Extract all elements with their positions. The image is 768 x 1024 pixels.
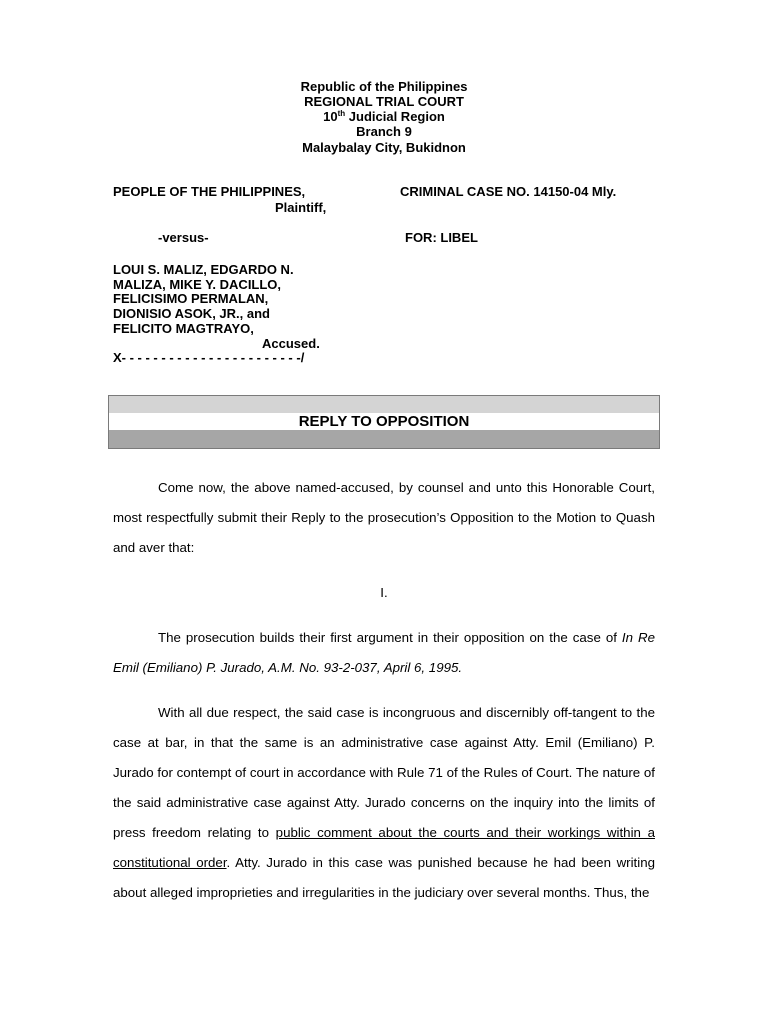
region-ordinal-suffix: th — [337, 109, 346, 118]
accused-line: MALIZA, MIKE Y. DACILLO, — [113, 277, 282, 292]
court-republic: Republic of the Philippines — [300, 79, 468, 94]
case-number: CRIMINAL CASE NO. 14150-04 Mly. — [400, 184, 617, 199]
court-location: Malaybalay City, Bukidnon — [302, 140, 466, 155]
court-name: REGIONAL TRIAL COURT — [304, 94, 464, 109]
court-branch: Branch 9 — [356, 124, 412, 139]
plaintiff-role: Plaintiff, — [275, 200, 327, 215]
title-box — [108, 395, 660, 449]
paragraph-rebuttal — [113, 698, 655, 908]
accused-role: Accused. — [262, 336, 320, 351]
plaintiff-name: PEOPLE OF THE PHILIPPINES, — [113, 184, 306, 199]
accused-line: FELICISIMO PERMALAN, — [113, 291, 269, 306]
paragraph-intro: Come now, the above named-accused, by counsel and unto this Honorable Court, most respectfully submit their Reply to the prosecution’s Opposition to the Motion to Quash and aver that: — [113, 480, 655, 555]
title-band-top — [109, 396, 659, 413]
versus-label: -versus- — [158, 230, 209, 245]
accused-line: LOUI S. MALIZ, EDGARDO N. — [113, 262, 294, 277]
document-title: REPLY TO OPPOSITION — [109, 413, 659, 430]
paragraph-text: The prosecution builds their first argument in their opposition on the case of — [158, 630, 622, 645]
title-band-bottom — [109, 430, 659, 448]
section-numeral: I. — [380, 585, 388, 600]
paragraph-text: . Atty. Jurado in this case was punished because he had been writing about alleged improprieties and irregularities in the judiciary over several months. Thus, the — [113, 855, 655, 900]
accused-line: FELICITO MAGTRAYO, — [113, 321, 254, 336]
accused-line: DIONISIO ASOK, JR., and — [113, 306, 270, 321]
region-number: 10 — [323, 109, 338, 124]
case-nature: FOR: LIBEL — [405, 230, 478, 245]
underlined-phrase: public comment about the courts and their workings within a constitutional order — [113, 825, 655, 870]
caption-separator: X- - - - - - - - - - - - - - - - - - - - - - -/ — [113, 350, 305, 365]
paragraph-text: With all due respect, the said case is incongruous and discernibly off-tangent to the case at bar, in that the same is an administrative case against Atty. Emil (Emiliano) P. Jurado for contempt of court in accordance with Rule 71 of the Rules of Court. The nature of the said administrative case against Atty. Jurado concerns on the inquiry into the limits of press freedom relating to — [113, 705, 655, 840]
paragraph-first-argument — [113, 623, 655, 683]
region-label: Judicial Region — [345, 109, 445, 124]
court-region — [0, 109, 768, 124]
case-citation: In Re Emil (Emiliano) P. Jurado, A.M. No. 93-2-037, April 6, 1995. — [113, 630, 655, 675]
